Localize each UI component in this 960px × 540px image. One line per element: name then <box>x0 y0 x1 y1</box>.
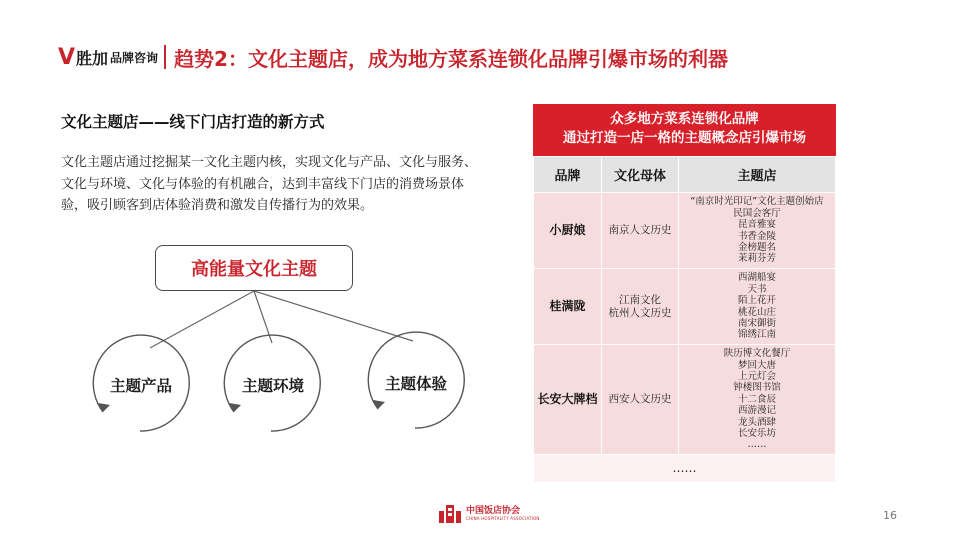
logo-subname: 品牌咨询 <box>110 50 159 65</box>
store-name: 茉莉芬芳 <box>737 253 776 265</box>
table-title <box>533 104 836 156</box>
store-name: 书香金陵 <box>737 230 776 242</box>
logo-v-mark: V <box>58 44 76 70</box>
mother-cell: 西安人文历史 <box>602 345 679 455</box>
connector-line-right <box>254 291 413 341</box>
circle-label-experience: 主题体验 <box>384 375 447 393</box>
store-name: “南京时光印记”文化主题创始店 <box>690 196 824 208</box>
page-number: 16 <box>883 509 897 522</box>
brand-cell: 长安大牌档 <box>534 345 602 455</box>
building-icon <box>437 503 463 525</box>
store-name: 昆音雅宴 <box>737 219 776 231</box>
slide-title: 趋势2：文化主题店，成为地方菜系连锁化品牌引爆市场的利器 <box>174 46 728 71</box>
store-name: 上元灯会 <box>737 370 776 382</box>
brand-table-grid <box>533 156 836 483</box>
column-header-brand: 品牌 <box>534 157 602 193</box>
stores-cell <box>679 269 836 345</box>
footer-org-cn: 中国饭店协会 <box>466 506 521 516</box>
table-row <box>534 269 836 345</box>
brand-cell: 桂满陇 <box>534 269 602 345</box>
brand-table <box>533 104 836 486</box>
brand-logo <box>58 42 158 72</box>
mother-cell <box>602 269 679 345</box>
stores-cell <box>679 193 836 269</box>
slide-header <box>58 40 728 74</box>
store-name: 钟楼图书馆 <box>733 382 781 394</box>
store-name: …… <box>747 439 767 451</box>
mother-cell: 南京人文历史 <box>602 193 679 269</box>
store-name: 西湖船宴 <box>737 272 776 284</box>
table-title-line2: 通过打造一店一格的主题概念店引爆市场 <box>563 130 806 146</box>
logo-name: 胜加 <box>76 48 109 68</box>
store-name: 长安乐坊 <box>737 428 776 440</box>
column-header-mother: 文化母体 <box>602 157 679 193</box>
circle-label-product: 主题产品 <box>109 377 172 395</box>
store-name: 陕历博文化餐厅 <box>723 348 791 360</box>
table-header-row <box>534 157 836 193</box>
store-name: 天书 <box>747 283 767 295</box>
footer-org-en: CHINA HOSPITALITY ASSOCIATION <box>466 516 540 521</box>
store-name: 锦绣江南 <box>737 329 776 341</box>
stores-cell <box>679 345 836 455</box>
circle-label-environment: 主题环境 <box>241 377 304 395</box>
connector-line-left <box>150 291 254 348</box>
section-body-text: 文化主题店通过挖掘某一文化主题内核，实现文化与产品、文化与服务、文化与环境、文化与体验的有机融合，达到丰富线下门店的消费场景体验，吸引顾客到店体验消费和激发自传播行为的效果。 <box>61 155 478 213</box>
core-theme-box: 高能量文化主题 <box>155 245 353 291</box>
store-name: 龙头酒肆 <box>737 416 776 428</box>
footer-org-text <box>466 506 540 522</box>
table-title-line1: 众多地方菜系连锁化品牌 <box>610 111 759 127</box>
table-row-ellipsis <box>534 455 836 483</box>
store-name: 南宋御街 <box>737 317 776 329</box>
store-name: 陌上花开 <box>737 295 776 307</box>
mother-line: 杭州人文历史 <box>608 306 672 319</box>
mother-line: 江南文化 <box>619 293 661 306</box>
table-row <box>534 345 836 455</box>
section-subheading: 文化主题店——线下门店打造的新方式 <box>61 113 325 131</box>
footer-association-logo <box>437 503 540 525</box>
store-name: 十二食辰 <box>737 393 776 405</box>
table-ellipsis: …… <box>534 455 836 483</box>
table-row <box>534 193 836 269</box>
column-header-stores: 主题店 <box>679 157 836 193</box>
store-name: 民国会客厅 <box>733 207 781 219</box>
store-name: 梦回大唐 <box>737 359 776 371</box>
store-name: 桃花山庄 <box>737 306 776 318</box>
connector-line-center <box>254 291 272 343</box>
store-name: 西游漫记 <box>737 405 776 417</box>
header-divider <box>164 45 166 69</box>
store-name: 金榜题名 <box>737 241 776 253</box>
brand-cell: 小厨娘 <box>534 193 602 269</box>
